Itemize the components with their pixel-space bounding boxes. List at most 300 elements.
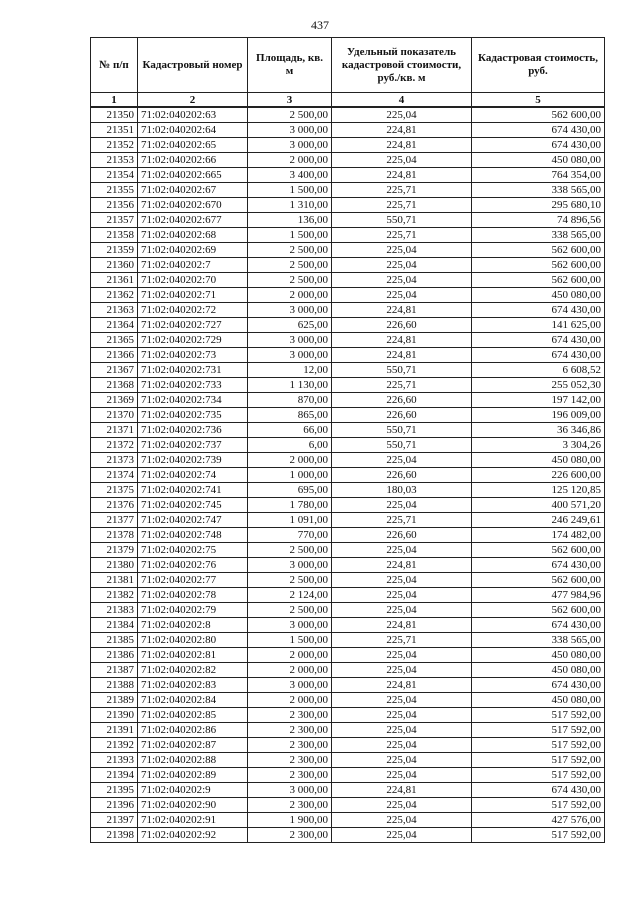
row-number: 21367 — [91, 363, 138, 378]
cadastral-value: 450 080,00 — [472, 153, 605, 168]
cadastral-value: 562 600,00 — [472, 543, 605, 558]
table-row — [91, 708, 605, 723]
row-number: 21376 — [91, 498, 138, 513]
cadastral-number: 71:02:040202:83 — [138, 678, 248, 693]
row-number: 21386 — [91, 648, 138, 663]
area-value: 3 400,00 — [248, 168, 332, 183]
cadastral-number: 71:02:040202:69 — [138, 243, 248, 258]
specific-indicator: 225,04 — [332, 258, 472, 273]
specific-indicator: 225,04 — [332, 663, 472, 678]
page-number: 437 — [311, 18, 329, 32]
cadastral-value: 517 592,00 — [472, 708, 605, 723]
cadastral-value-table — [90, 37, 605, 843]
table-row — [91, 107, 605, 123]
cadastral-number: 71:02:040202:77 — [138, 573, 248, 588]
area-value: 2 300,00 — [248, 723, 332, 738]
row-number: 21371 — [91, 423, 138, 438]
cadastral-number: 71:02:040202:745 — [138, 498, 248, 513]
specific-indicator: 225,04 — [332, 648, 472, 663]
area-value: 2 300,00 — [248, 798, 332, 813]
specific-indicator: 225,04 — [332, 723, 472, 738]
cadastral-value: 562 600,00 — [472, 603, 605, 618]
cadastral-value: 517 592,00 — [472, 798, 605, 813]
area-value: 2 500,00 — [248, 573, 332, 588]
cadastral-value: 450 080,00 — [472, 663, 605, 678]
cadastral-value: 174 482,00 — [472, 528, 605, 543]
area-value: 3 000,00 — [248, 303, 332, 318]
table-row — [91, 513, 605, 528]
cadastral-number: 71:02:040202:741 — [138, 483, 248, 498]
cadastral-number: 71:02:040202:7 — [138, 258, 248, 273]
column-number: 3 — [248, 93, 332, 108]
cadastral-value: 674 430,00 — [472, 558, 605, 573]
row-number: 21396 — [91, 798, 138, 813]
column-number-row — [91, 93, 605, 108]
header-specific-indicator: Удельный показатель кадастровой стоимости, руб./кв. м — [332, 38, 472, 93]
area-value: 3 000,00 — [248, 333, 332, 348]
row-number: 21370 — [91, 408, 138, 423]
row-number: 21369 — [91, 393, 138, 408]
cadastral-number: 71:02:040202:731 — [138, 363, 248, 378]
cadastral-number: 71:02:040202:739 — [138, 453, 248, 468]
table-row — [91, 168, 605, 183]
cadastral-number: 71:02:040202:84 — [138, 693, 248, 708]
row-number: 21385 — [91, 633, 138, 648]
row-number: 21392 — [91, 738, 138, 753]
table-row — [91, 813, 605, 828]
row-number: 21361 — [91, 273, 138, 288]
table-row — [91, 483, 605, 498]
area-value: 2 300,00 — [248, 753, 332, 768]
row-number: 21355 — [91, 183, 138, 198]
cadastral-number: 71:02:040202:71 — [138, 288, 248, 303]
row-number: 21359 — [91, 243, 138, 258]
cadastral-value: 450 080,00 — [472, 648, 605, 663]
header-area: Площадь, кв. м — [248, 38, 332, 93]
row-number: 21366 — [91, 348, 138, 363]
cadastral-number: 71:02:040202:670 — [138, 198, 248, 213]
cadastral-number: 71:02:040202:735 — [138, 408, 248, 423]
column-number: 4 — [332, 93, 472, 108]
area-value: 3 000,00 — [248, 783, 332, 798]
area-value: 2 300,00 — [248, 738, 332, 753]
table-row — [91, 828, 605, 843]
area-value: 1 900,00 — [248, 813, 332, 828]
specific-indicator: 224,81 — [332, 783, 472, 798]
cadastral-value: 3 304,26 — [472, 438, 605, 453]
table-row — [91, 393, 605, 408]
row-number: 21379 — [91, 543, 138, 558]
area-value: 2 000,00 — [248, 663, 332, 678]
cadastral-value: 74 896,56 — [472, 213, 605, 228]
cadastral-number: 71:02:040202:72 — [138, 303, 248, 318]
area-value: 3 000,00 — [248, 678, 332, 693]
area-value: 2 500,00 — [248, 603, 332, 618]
cadastral-value: 246 249,61 — [472, 513, 605, 528]
table-row — [91, 468, 605, 483]
specific-indicator: 225,04 — [332, 273, 472, 288]
specific-indicator: 225,04 — [332, 708, 472, 723]
cadastral-number: 71:02:040202:665 — [138, 168, 248, 183]
cadastral-number: 71:02:040202:82 — [138, 663, 248, 678]
specific-indicator: 224,81 — [332, 333, 472, 348]
row-number: 21394 — [91, 768, 138, 783]
area-value: 870,00 — [248, 393, 332, 408]
row-number: 21372 — [91, 438, 138, 453]
cadastral-value: 674 430,00 — [472, 303, 605, 318]
row-number: 21356 — [91, 198, 138, 213]
table-row — [91, 288, 605, 303]
cadastral-value: 255 052,30 — [472, 378, 605, 393]
specific-indicator: 225,04 — [332, 828, 472, 843]
cadastral-number: 71:02:040202:67 — [138, 183, 248, 198]
row-number: 21380 — [91, 558, 138, 573]
row-number: 21393 — [91, 753, 138, 768]
table-row — [91, 768, 605, 783]
header-cadastral-value: Кадастровая стоимость, руб. — [472, 38, 605, 93]
area-value: 136,00 — [248, 213, 332, 228]
area-value: 3 000,00 — [248, 138, 332, 153]
cadastral-number: 71:02:040202:92 — [138, 828, 248, 843]
cadastral-value: 764 354,00 — [472, 168, 605, 183]
specific-indicator: 226,60 — [332, 318, 472, 333]
specific-indicator: 224,81 — [332, 348, 472, 363]
cadastral-value: 517 592,00 — [472, 828, 605, 843]
cadastral-value: 400 571,20 — [472, 498, 605, 513]
header-cadastral-number: Кадастровый номер — [138, 38, 248, 93]
area-value: 2 000,00 — [248, 453, 332, 468]
table-row — [91, 213, 605, 228]
table-row — [91, 753, 605, 768]
cadastral-number: 71:02:040202:68 — [138, 228, 248, 243]
table-row — [91, 273, 605, 288]
cadastral-number: 71:02:040202:63 — [138, 107, 248, 123]
cadastral-value: 295 680,10 — [472, 198, 605, 213]
table-row — [91, 228, 605, 243]
specific-indicator: 225,04 — [332, 288, 472, 303]
specific-indicator: 180,03 — [332, 483, 472, 498]
row-number: 21383 — [91, 603, 138, 618]
row-number: 21363 — [91, 303, 138, 318]
cadastral-number: 71:02:040202:88 — [138, 753, 248, 768]
cadastral-number: 71:02:040202:737 — [138, 438, 248, 453]
table-row — [91, 693, 605, 708]
specific-indicator: 225,04 — [332, 573, 472, 588]
cadastral-value: 562 600,00 — [472, 573, 605, 588]
area-value: 1 780,00 — [248, 498, 332, 513]
area-value: 695,00 — [248, 483, 332, 498]
table-row — [91, 363, 605, 378]
cadastral-value: 338 565,00 — [472, 183, 605, 198]
specific-indicator: 225,71 — [332, 513, 472, 528]
cadastral-number: 71:02:040202:736 — [138, 423, 248, 438]
cadastral-value: 674 430,00 — [472, 333, 605, 348]
cadastral-value: 141 625,00 — [472, 318, 605, 333]
cadastral-number: 71:02:040202:79 — [138, 603, 248, 618]
area-value: 2 500,00 — [248, 258, 332, 273]
specific-indicator: 225,71 — [332, 378, 472, 393]
row-number: 21362 — [91, 288, 138, 303]
specific-indicator: 225,04 — [332, 813, 472, 828]
area-value: 625,00 — [248, 318, 332, 333]
row-number: 21381 — [91, 573, 138, 588]
cadastral-number: 71:02:040202:747 — [138, 513, 248, 528]
cadastral-value: 226 600,00 — [472, 468, 605, 483]
specific-indicator: 550,71 — [332, 423, 472, 438]
row-number: 21352 — [91, 138, 138, 153]
cadastral-value: 562 600,00 — [472, 273, 605, 288]
column-number: 1 — [91, 93, 138, 108]
area-value: 2 000,00 — [248, 288, 332, 303]
specific-indicator: 224,81 — [332, 123, 472, 138]
area-value: 2 500,00 — [248, 107, 332, 123]
table-row — [91, 153, 605, 168]
specific-indicator: 225,04 — [332, 603, 472, 618]
specific-indicator: 225,04 — [332, 153, 472, 168]
column-number: 5 — [472, 93, 605, 108]
cadastral-number: 71:02:040202:66 — [138, 153, 248, 168]
specific-indicator: 225,04 — [332, 693, 472, 708]
area-value: 2 000,00 — [248, 153, 332, 168]
area-value: 3 000,00 — [248, 348, 332, 363]
row-number: 21378 — [91, 528, 138, 543]
row-number: 21365 — [91, 333, 138, 348]
specific-indicator: 225,04 — [332, 543, 472, 558]
column-number: 2 — [138, 93, 248, 108]
cadastral-number: 71:02:040202:74 — [138, 468, 248, 483]
specific-indicator: 225,04 — [332, 453, 472, 468]
table-row — [91, 648, 605, 663]
specific-indicator: 225,04 — [332, 107, 472, 123]
row-number: 21350 — [91, 107, 138, 123]
cadastral-number: 71:02:040202:727 — [138, 318, 248, 333]
area-value: 770,00 — [248, 528, 332, 543]
specific-indicator: 224,81 — [332, 618, 472, 633]
cadastral-number: 71:02:040202:748 — [138, 528, 248, 543]
row-number: 21357 — [91, 213, 138, 228]
row-number: 21364 — [91, 318, 138, 333]
header-row — [91, 38, 605, 93]
cadastral-value: 674 430,00 — [472, 348, 605, 363]
cadastral-value: 562 600,00 — [472, 258, 605, 273]
table-row — [91, 183, 605, 198]
area-value: 865,00 — [248, 408, 332, 423]
specific-indicator: 225,71 — [332, 228, 472, 243]
cadastral-value: 477 984,96 — [472, 588, 605, 603]
row-number: 21377 — [91, 513, 138, 528]
specific-indicator: 224,81 — [332, 678, 472, 693]
header-num: № п/п — [91, 38, 138, 93]
row-number: 21368 — [91, 378, 138, 393]
specific-indicator: 226,60 — [332, 393, 472, 408]
cadastral-number: 71:02:040202:65 — [138, 138, 248, 153]
specific-indicator: 225,04 — [332, 498, 472, 513]
specific-indicator: 226,60 — [332, 468, 472, 483]
table-row — [91, 318, 605, 333]
cadastral-value: 517 592,00 — [472, 723, 605, 738]
cadastral-value: 338 565,00 — [472, 228, 605, 243]
table-row — [91, 408, 605, 423]
cadastral-value: 674 430,00 — [472, 618, 605, 633]
cadastral-number: 71:02:040202:81 — [138, 648, 248, 663]
specific-indicator: 225,04 — [332, 753, 472, 768]
cadastral-value: 6 608,52 — [472, 363, 605, 378]
area-value: 12,00 — [248, 363, 332, 378]
cadastral-value: 125 120,85 — [472, 483, 605, 498]
cadastral-number: 71:02:040202:70 — [138, 273, 248, 288]
cadastral-number: 71:02:040202:87 — [138, 738, 248, 753]
table-row — [91, 498, 605, 513]
row-number: 21354 — [91, 168, 138, 183]
cadastral-value: 517 592,00 — [472, 768, 605, 783]
specific-indicator: 550,71 — [332, 213, 472, 228]
specific-indicator: 225,04 — [332, 798, 472, 813]
specific-indicator: 225,71 — [332, 198, 472, 213]
cadastral-value: 517 592,00 — [472, 753, 605, 768]
cadastral-number: 71:02:040202:75 — [138, 543, 248, 558]
cadastral-number: 71:02:040202:90 — [138, 798, 248, 813]
specific-indicator: 225,04 — [332, 243, 472, 258]
row-number: 21382 — [91, 588, 138, 603]
area-value: 2 500,00 — [248, 273, 332, 288]
cadastral-number: 71:02:040202:733 — [138, 378, 248, 393]
cadastral-number: 71:02:040202:76 — [138, 558, 248, 573]
area-value: 1 310,00 — [248, 198, 332, 213]
area-value: 2 300,00 — [248, 708, 332, 723]
specific-indicator: 224,81 — [332, 558, 472, 573]
cadastral-value: 517 592,00 — [472, 738, 605, 753]
area-value: 2 500,00 — [248, 543, 332, 558]
row-number: 21388 — [91, 678, 138, 693]
table-row — [91, 543, 605, 558]
area-value: 2 300,00 — [248, 768, 332, 783]
table-row — [91, 588, 605, 603]
row-number: 21384 — [91, 618, 138, 633]
cadastral-value: 450 080,00 — [472, 453, 605, 468]
row-number: 21389 — [91, 693, 138, 708]
row-number: 21374 — [91, 468, 138, 483]
table-row — [91, 528, 605, 543]
cadastral-value: 674 430,00 — [472, 123, 605, 138]
area-value: 2 000,00 — [248, 648, 332, 663]
cadastral-value: 562 600,00 — [472, 107, 605, 123]
cadastral-number: 71:02:040202:734 — [138, 393, 248, 408]
cadastral-number: 71:02:040202:80 — [138, 633, 248, 648]
cadastral-number: 71:02:040202:8 — [138, 618, 248, 633]
table-row — [91, 243, 605, 258]
specific-indicator: 226,60 — [332, 408, 472, 423]
row-number: 21391 — [91, 723, 138, 738]
table-row — [91, 123, 605, 138]
area-value: 1 130,00 — [248, 378, 332, 393]
cadastral-value: 338 565,00 — [472, 633, 605, 648]
cadastral-value: 674 430,00 — [472, 783, 605, 798]
table-row — [91, 138, 605, 153]
table-row — [91, 348, 605, 363]
table-row — [91, 663, 605, 678]
cadastral-value: 36 346,86 — [472, 423, 605, 438]
row-number: 21358 — [91, 228, 138, 243]
cadastral-number: 71:02:040202:729 — [138, 333, 248, 348]
specific-indicator: 224,81 — [332, 138, 472, 153]
table-row — [91, 723, 605, 738]
table-row — [91, 423, 605, 438]
area-value: 6,00 — [248, 438, 332, 453]
cadastral-number: 71:02:040202:91 — [138, 813, 248, 828]
area-value: 3 000,00 — [248, 558, 332, 573]
row-number: 21375 — [91, 483, 138, 498]
area-value: 66,00 — [248, 423, 332, 438]
area-value: 1 500,00 — [248, 228, 332, 243]
cadastral-number: 71:02:040202:64 — [138, 123, 248, 138]
area-value: 3 000,00 — [248, 123, 332, 138]
table-row — [91, 603, 605, 618]
area-value: 1 500,00 — [248, 633, 332, 648]
row-number: 21398 — [91, 828, 138, 843]
cadastral-value: 674 430,00 — [472, 138, 605, 153]
table-row — [91, 258, 605, 273]
specific-indicator: 224,81 — [332, 303, 472, 318]
specific-indicator: 225,71 — [332, 183, 472, 198]
cadastral-value: 450 080,00 — [472, 288, 605, 303]
table-row — [91, 783, 605, 798]
cadastral-value: 562 600,00 — [472, 243, 605, 258]
row-number: 21353 — [91, 153, 138, 168]
cadastral-value: 196 009,00 — [472, 408, 605, 423]
cadastral-value: 674 430,00 — [472, 678, 605, 693]
area-value: 1 091,00 — [248, 513, 332, 528]
area-value: 2 124,00 — [248, 588, 332, 603]
cadastral-number: 71:02:040202:9 — [138, 783, 248, 798]
table-row — [91, 618, 605, 633]
row-number: 21351 — [91, 123, 138, 138]
area-value: 2 300,00 — [248, 828, 332, 843]
table-body — [91, 107, 605, 843]
table-row — [91, 198, 605, 213]
row-number: 21387 — [91, 663, 138, 678]
specific-indicator: 225,04 — [332, 588, 472, 603]
specific-indicator: 225,71 — [332, 633, 472, 648]
table-row — [91, 453, 605, 468]
specific-indicator: 226,60 — [332, 528, 472, 543]
area-value: 2 500,00 — [248, 243, 332, 258]
row-number: 21373 — [91, 453, 138, 468]
cadastral-number: 71:02:040202:89 — [138, 768, 248, 783]
area-value: 1 500,00 — [248, 183, 332, 198]
row-number: 21397 — [91, 813, 138, 828]
specific-indicator: 225,04 — [332, 738, 472, 753]
row-number: 21395 — [91, 783, 138, 798]
table-row — [91, 438, 605, 453]
table-row — [91, 573, 605, 588]
table-row — [91, 798, 605, 813]
cadastral-number: 71:02:040202:86 — [138, 723, 248, 738]
table-row — [91, 558, 605, 573]
table-row — [91, 738, 605, 753]
area-value: 1 000,00 — [248, 468, 332, 483]
table-row — [91, 303, 605, 318]
cadastral-number: 71:02:040202:78 — [138, 588, 248, 603]
cadastral-number: 71:02:040202:73 — [138, 348, 248, 363]
area-value: 2 000,00 — [248, 693, 332, 708]
specific-indicator: 550,71 — [332, 363, 472, 378]
row-number: 21360 — [91, 258, 138, 273]
cadastral-value: 450 080,00 — [472, 693, 605, 708]
table-row — [91, 333, 605, 348]
cadastral-value: 197 142,00 — [472, 393, 605, 408]
table-row — [91, 378, 605, 393]
table-row — [91, 678, 605, 693]
